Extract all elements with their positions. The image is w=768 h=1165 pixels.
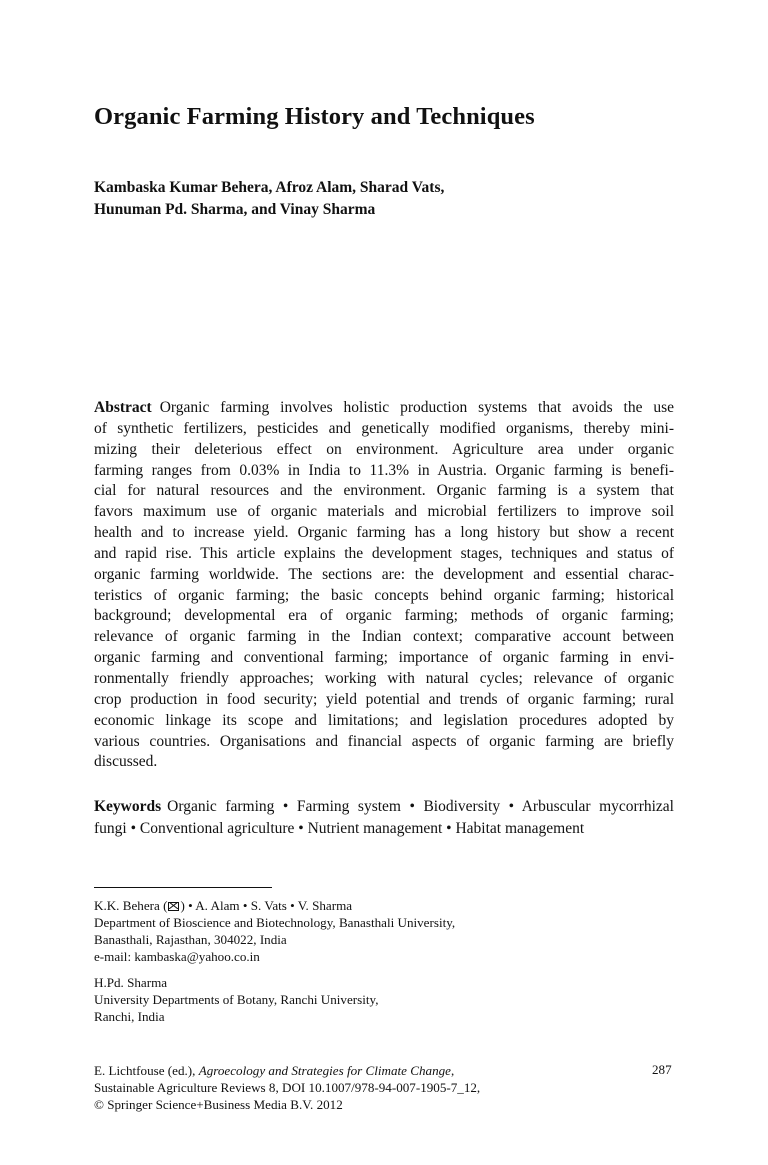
abstract-line: mizing their deleterious effect on environment. Agriculture area under organic — [94, 440, 674, 458]
abstract-line: organic farming worldwide. The sections are: the development and essential charac- — [94, 565, 674, 583]
affiliation-block-2 — [94, 974, 379, 1025]
keywords-line: Keywords Organic farming • Farming system • Biodiversity • Arbuscular mycorrhizal — [94, 798, 674, 815]
affiliation-name: H.Pd. Sharma — [94, 975, 168, 990]
affiliation-department: Department of Bioscience and Biotechnology, Banasthali University, — [94, 915, 456, 930]
footer-series: Sustainable Agriculture Reviews 8, DOI 10.1007/978-94-007-1905-7_12, — [94, 1080, 481, 1095]
affiliation-block-1 — [94, 897, 455, 965]
affiliation-names: K.K. Behera ( ) • A. Alam • S. Vats • V. Sharma — [94, 898, 353, 913]
affiliation-department: University Departments of Botany, Ranchi University, — [94, 992, 379, 1007]
abstract-line: health and to increase yield. Organic farming has a long history but show a recent — [94, 524, 674, 542]
footer-citation: E. Lichtfouse (ed.), Agroecology and Strategies for Climate Change, — [94, 1063, 455, 1078]
abstract-heading: Abstract — [94, 399, 152, 416]
abstract-section — [94, 398, 674, 773]
abstract-line: and rapid rise. This article explains the development stages, techniques and status of — [94, 544, 674, 562]
abstract-line: discussed. — [94, 753, 158, 771]
keywords-section — [94, 796, 674, 839]
book-title: Agroecology and Strategies for Climate Change — [198, 1063, 451, 1078]
keywords-line: fungi • Conventional agriculture • Nutrient management • Habitat management — [94, 819, 585, 837]
abstract-line: economic linkage its scope and limitations; and legislation procedures adopted by — [94, 711, 674, 729]
affiliation-place: Ranchi, India — [94, 1009, 165, 1024]
affiliation-email: e-mail: kambaska@yahoo.co.in — [94, 949, 260, 964]
author-line-2: Hunuman Pd. Sharma, and Vinay Sharma — [94, 201, 376, 218]
abstract-line: teristics of organic farming; the basic concepts behind organic farming; historical — [94, 586, 674, 604]
abstract-line: relevance of organic farming in the Indian context; comparative account between — [94, 628, 674, 646]
author-line-1: Kambaska Kumar Behera, Afroz Alam, Sharad Vats, — [94, 179, 445, 196]
keywords-heading: Keywords — [94, 798, 162, 815]
abstract-line: of synthetic fertilizers, pesticides and genetically modified organisms, thereby mini- — [94, 419, 674, 437]
envelope-icon — [168, 902, 179, 911]
abstract-line: organic farming and conventional farming; importance of organic farming in envi- — [94, 649, 674, 667]
paper-page — [94, 0, 674, 1165]
abstract-line: background; developmental era of organic farming; methods of organic farming; — [94, 607, 674, 625]
abstract-line: Abstract Organic farming involves holistic production systems that avoids the use — [94, 399, 674, 416]
abstract-line: various countries. Organisations and financial aspects of organic farming are briefly — [94, 732, 674, 750]
abstract-line: crop production in food security; yield potential and trends of organic farming; rural — [94, 690, 674, 708]
footer-copyright: © Springer Science+Business Media B.V. 2012 — [94, 1097, 343, 1112]
abstract-line: ronmentally friendly approaches; working with natural cycles; relevance of organic — [94, 669, 674, 687]
publication-footer — [94, 1062, 674, 1113]
abstract-line: favors maximum use of organic materials and microbial fertilizers to improve soil — [94, 503, 674, 521]
author-list — [94, 177, 444, 221]
affiliation-place: Banasthali, Rajasthan, 304022, India — [94, 932, 287, 947]
abstract-line: cial for natural resources and the environment. Organic farming is a system that — [94, 482, 674, 500]
footnote-divider — [94, 887, 272, 888]
page-number: 287 — [652, 1062, 672, 1077]
paper-title: Organic Farming History and Techniques — [94, 103, 535, 130]
abstract-line: farming ranges from 0.03% in India to 11.3% in Austria. Organic farming is benefi- — [94, 461, 674, 479]
